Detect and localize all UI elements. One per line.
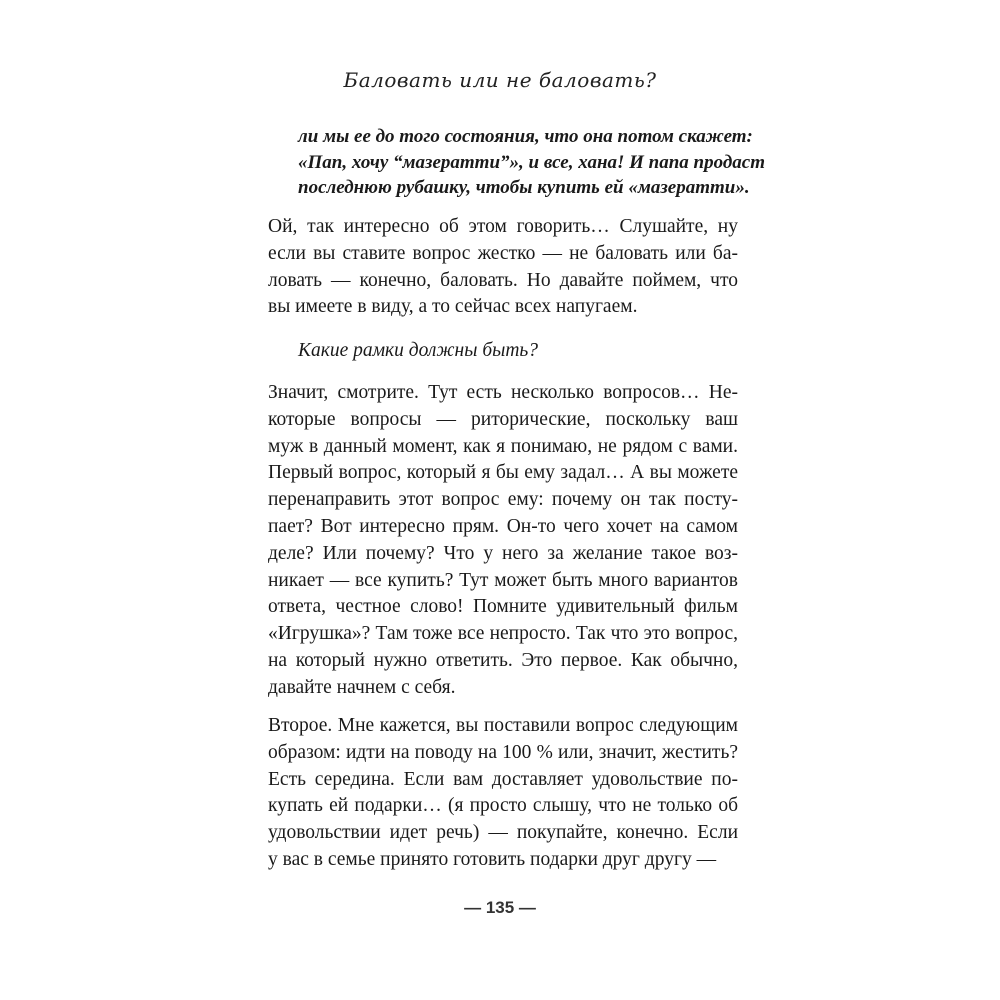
paragraph-line: Первый вопрос, который я бы ему задал… А вы можете (268, 462, 738, 484)
paragraph-1 (268, 214, 738, 321)
paragraph-line: Ой, так интересно об этом говорить… Слушайте, ну (268, 216, 738, 237)
quote-line: ли мы ее до того состояния, что она потом скажет: (298, 126, 753, 147)
quote-line: «Пап, хочу “мазератти”», и все, хана! И папа продаст (298, 151, 766, 173)
paragraph-line: никает — все купить? Тут может быть много вариантов (268, 569, 738, 591)
paragraph-line: пает? Вот интересно прям. Он-то чего хочет на самом (268, 515, 738, 537)
paragraph-line: ответа, честное слово! Помните удивительный фильм (268, 596, 738, 618)
paragraph-line: деле? Или почему? Что у него за желание такое воз- (268, 542, 738, 564)
paragraph-line: Есть середина. Если вам доставляет удовольствие по- (268, 768, 738, 790)
running-header: Баловать или не баловать? (343, 68, 657, 92)
paragraph-line: купать ей подарки… (я просто слышу, что не только об (268, 795, 738, 817)
paragraph-2 (268, 380, 738, 702)
paragraph-line: давайте начнем с себя. (268, 676, 456, 698)
paragraph-3 (268, 713, 738, 874)
paragraph-line: на который нужно ответить. Это первое. Как обычно, (268, 649, 738, 671)
paragraph-line: перенаправить этот вопрос ему: почему он так посту- (268, 489, 738, 511)
paragraph-line: у вас в семье принято готовить подарки друг другу — (268, 848, 717, 870)
paragraph-line: если вы ставите вопрос жестко — не баловать или ба- (268, 242, 738, 264)
paragraph-line: муж в данный момент, как я понимаю, не рядом с вами. (268, 435, 738, 457)
paragraph-line: «Игрушка»? Там тоже все непросто. Так что это вопрос, (268, 623, 738, 645)
italic-quote (298, 124, 766, 201)
paragraph-line: удовольствии идет речь) — покупайте, конечно. Если (268, 822, 738, 844)
interviewer-question: Какие рамки должны быть? (298, 340, 539, 361)
paragraph-line: Значит, смотрите. Тут есть несколько вопросов… Не- (268, 382, 738, 403)
paragraph-line: ловать — конечно, баловать. Но давайте поймем, что (268, 269, 738, 291)
paragraph-line: Второе. Мне кажется, вы поставили вопрос следующим (268, 715, 738, 736)
page-number: — 135 — (464, 898, 536, 917)
paragraph-line: вы имеете в виду, а то сейчас всех напугаем. (268, 296, 638, 318)
paragraph-line: образом: идти на поводу на 100 % или, значит, жестить? (268, 741, 738, 763)
quote-line: последнюю рубашку, чтобы купить ей «мазератти». (298, 177, 750, 198)
paragraph-line: которые вопросы — риторические, поскольку ваш (268, 408, 738, 430)
